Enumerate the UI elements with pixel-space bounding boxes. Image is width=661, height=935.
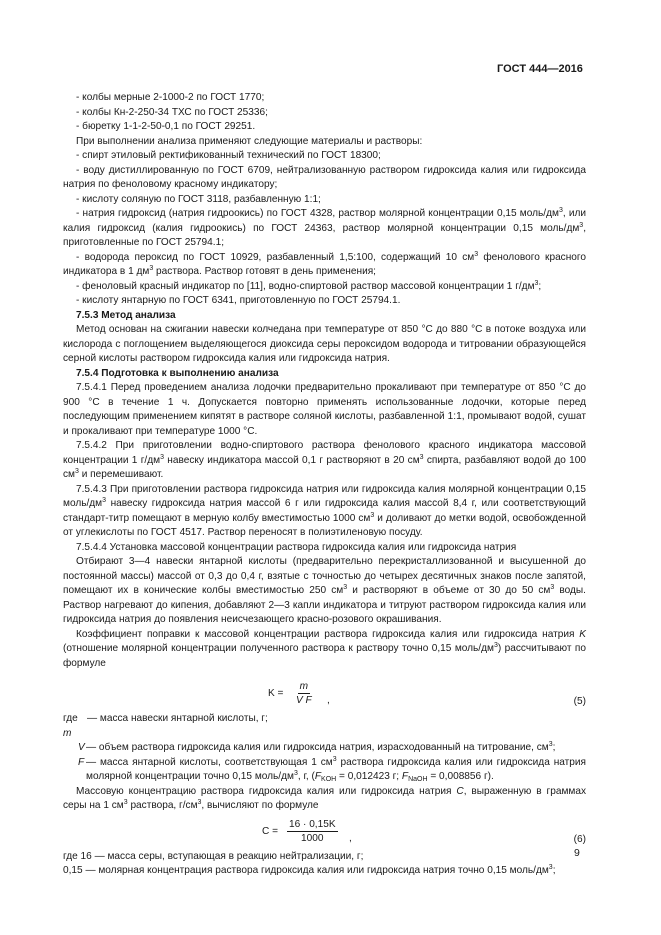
formula-lhs: K = [268,688,284,699]
formula-lhs: C = [262,825,278,837]
definition-m: где m — масса навески янтарной кислоты, г; [63,713,268,739]
definition-015: 0,15 — молярная концентрация раствора гидроксида калия или гидроксида натрия точно 0,15 моль/$дм^3$; [63,864,556,876]
paragraph: При выполнении анализа применяют следующие материалы и растворы: [76,135,423,147]
section-heading: 7.5.3 Метод анализа [76,309,176,321]
list-item: - феноловый красный индикатор по [11], водно-спиртовой раствор массовой концентрации 1 $г/дм^3$; [76,279,542,292]
definition-V: V — объем раствора гидроксида калия или гидроксида натрия, израсходованный на титрование, $см^3$; [78,741,556,753]
list-item: - натрия гидроксид (натрия гидроокись) по ГОСТ 4328, раствор молярной концентрации 0,15 моль/$дм^3$, или калия гидроксид (калия гидроокись) по ГОСТ 24363, раствор молярной концентрации 0,15 моль/$дм^3$, приготовленные по ГОСТ 25794.1; [63,207,587,248]
section-heading: 7.5.4 Подготовка к выполнению анализа [76,367,279,379]
list-item: - воду дистиллированную по ГОСТ 6709, нейтрализованную раствором гидроксида калия или гидроксида натрия по феноловому красному индикатору; [63,164,586,190]
formula-fraction [296,680,312,707]
paragraph: Отбирают 3—4 навески янтарной кислоты (предварительно перекристаллизованной и высушенной до постоянной массы) массой от 0,3 до 0,4 г, взятые с точностью до четырех десятичных знаков после запятой, помещают их в конические колбы вместимостью 250 $см^3$ и растворяют в объеме от 30 до 50 $см^3$ воды. Раствор нагревают до кипения, добавляют 2—3 капли индикатора и титруют раствором гидроксида калия или гидроксида натрия до появления неисчезающего красно-розового окрашивания. [63,556,586,625]
formula-comma: , [327,695,330,706]
paragraph: 7.5.4.1 Перед проведением анализа лодочки предварительно прокаливают при температуре от 850 °С до 900 °С в течение 1 ч. Допускается повторно применять использованные лодочки, которые перед последующим применением кипятят в растворе соляной кислоты, разбавленной 1:1, промывают водой, сушат и прокаливают при температуре 1000 °С. [63,382,586,437]
paragraph: Массовую концентрацию раствора гидроксида калия или гидроксида натрия C, выраженную в граммах серы на 1 $см^3$ раствора, $г/см^3$, вычисляют по формуле [63,785,586,811]
paragraph: Коэффициент поправки к массовой концентрации раствора гидроксида калия или гидроксида натрия K (отношение молярной концентрации полученного раствора к раствору точно 0,15 моль/$дм^3$) рассчитывают по формуле [63,628,586,669]
paragraph: Метод основан на сжигании навески колчедана при температуре от 850 °С до 880 °С в потоке воздуха или кислорода с поглощением выделяющегося диоксида серы пероксидом водорода и титровании образующейся серной кислоты раствором гидроксида калия или гидроксида натрия. [63,324,586,364]
paragraph: 7.5.4.3 При приготовлении раствора гидроксида натрия или гидроксида калия молярной концентрации 0,15 моль/$дм^3$ навеску гидроксида натрия массой 6 г или гидроксида калия массой 8,4 г, или соответствующий стандарт-титр помещают в мерную колбу вместимостью 1000 $см^3$ и доливают до метки водой, освобожденной от углекислоты по ГОСТ 4517. Раствор переносят в полиэтиленовую посуду. [63,483,586,538]
equation-number: (5) [573,696,586,707]
equation-number: (6) [573,833,586,845]
document-body [63,91,586,879]
document-header: ГОСТ 444—2016 [497,63,583,75]
formula-denominator: V F [296,695,312,706]
formula-6 [63,814,586,850]
formula-denominator: 1000 [301,832,324,844]
paragraph: 7.5.4.2 При приготовлении водно-спиртового раствора фенолового красного индикатора массовой концентрации 1 $г/дм^3$ навеску индикатора массой 0,1 г растворяют в 20 $см^3$ спирта, разбавляют водой до 100 $см^3$ и перемешивают. [63,440,586,480]
formula-5 [63,676,586,712]
list-item: - кислоту янтарную по ГОСТ 6341, приготовленную по ГОСТ 25794.1. [76,295,401,306]
list-item: - кислоту соляную по ГОСТ 3118, разбавленную 1:1; [76,193,321,205]
formula-numerator: 16 · 0,15K [289,818,336,830]
definition-F: F — масса янтарной кислоты, соответствующая 1 $см^3$ раствора гидроксида калия или гидроксида натрия молярной концентрации точно 0,15 моль/$дм^3$, г, ($F_{KOH} = 0,012423$ г; $F_{NaOH} = 0,008856$ г). [78,755,587,783]
formula-numerator: m [299,681,309,692]
list-item: - водорода пероксид по ГОСТ 10929, разбавленный 1,5:100, содержащий 10 $см^3$ фенолового красного индикатора в 1 $дм^3$ раствора. Раствор готовят в день применения; [63,250,586,277]
formula-fraction [287,818,338,845]
page-number: 9 [574,847,580,859]
list-item: - колбы мерные 2-1000-2 по ГОСТ 1770; [76,92,265,103]
list-item: - спирт этиловый ректификованный технический по ГОСТ 18300; [76,150,381,161]
list-item: - бюретку 1-1-2-50-0,1 по ГОСТ 29251. [76,121,256,132]
definition-16: где 16 — масса серы, вступающая в реакцию нейтрализации, г; [63,850,364,862]
list-item: - колбы Кн-2-250-34 ТХС по ГОСТ 25336; [76,106,268,118]
formula-comma: , [349,832,352,844]
paragraph: 7.5.4.4 Установка массовой концентрации раствора гидроксида калия или гидроксида натрия [76,541,517,553]
